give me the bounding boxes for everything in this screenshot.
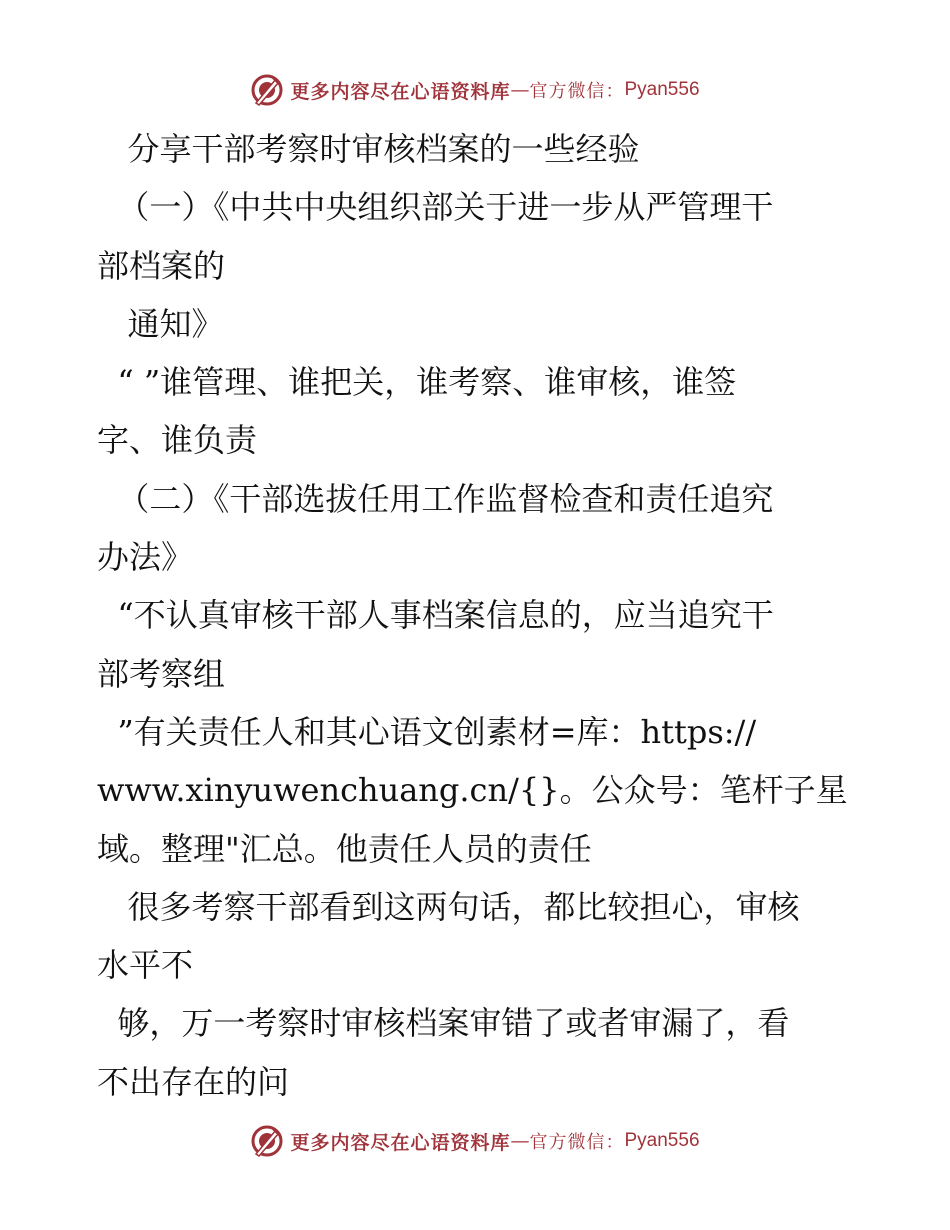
document-line: 够，万一考察时审核档案审错了或者审漏了，看 <box>97 1004 790 1043</box>
banner-main-text: 更多内容尽在心语资料库 <box>290 80 511 103</box>
banner-wechat-label: 官方微信： <box>529 81 625 102</box>
header-banner <box>0 70 950 110</box>
document-line: 通知》 <box>97 304 224 343</box>
document-line: 域。整理"汇总。他责任人员的责任 <box>97 829 592 868</box>
document-body <box>97 120 857 1111</box>
banner-wechat-id: Pyan556 <box>624 79 700 100</box>
quill-logo-icon <box>250 1124 284 1158</box>
document-line: 部档案的 <box>97 246 226 285</box>
banner-wechat-label: 官方微信： <box>529 1132 625 1153</box>
document-line: 不出存在的问 <box>97 1062 290 1101</box>
document-line: （二）《干部选拔任用工作监督检查和责任追究 <box>97 479 774 518</box>
banner-separator: — <box>510 1130 530 1152</box>
document-line: 很多考察干部看到这两句话，都比较担心，审核 <box>97 887 800 926</box>
document-line: 水平不 <box>97 946 194 985</box>
banner-wechat-id: Pyan556 <box>624 1130 700 1151</box>
quill-logo-icon <box>250 73 284 107</box>
banner-main-text: 更多内容尽在心语资料库 <box>290 1131 511 1154</box>
document-line: （一）《中共中央组织部关于进一步从严管理干 <box>97 188 774 227</box>
document-line: 字、谁负责 <box>97 421 258 460</box>
footer-banner <box>0 1121 950 1161</box>
document-line: 分享干部考察时审核档案的一些经验 <box>97 130 640 168</box>
document-line: “ ”谁管理、谁把关，谁考察、谁审核，谁签 <box>97 363 737 402</box>
document-line: ”有关责任人和其心语文创素材=库：https:// <box>97 712 757 751</box>
document-line: 办法》 <box>97 538 194 577</box>
banner-separator: — <box>510 79 530 101</box>
document-line: 部考察组 <box>97 654 226 693</box>
document-line: “不认真审核干部人事档案信息的，应当追究干 <box>97 596 774 635</box>
document-line: www.xinyuwenchuang.cn/{}。公众号：笔杆子星 <box>97 771 848 810</box>
